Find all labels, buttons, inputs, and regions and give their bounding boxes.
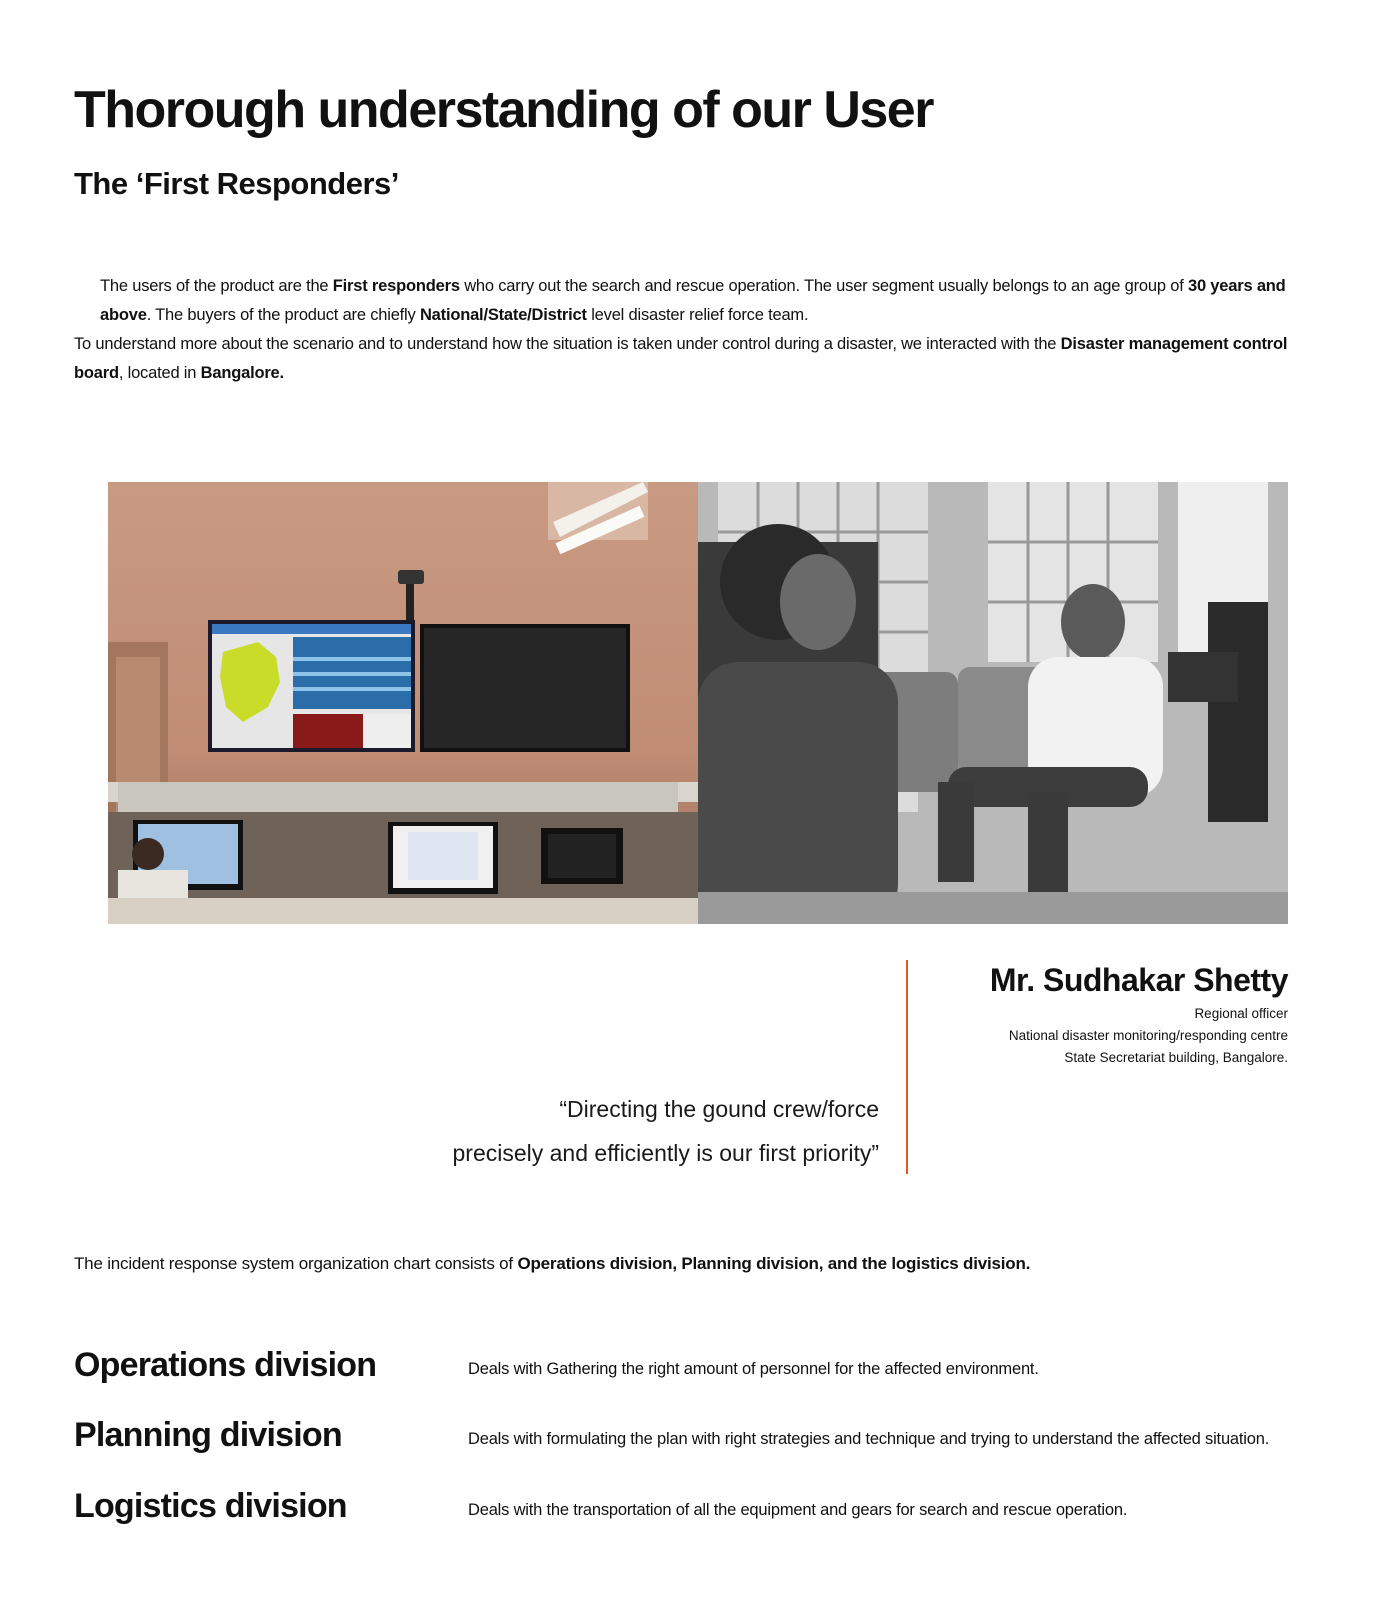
intro-emphasis: National/State/District: [419, 306, 587, 324]
page-subtitle: The ‘First Responders’: [74, 166, 399, 201]
intro-text: [74, 272, 1324, 388]
page-title: Thorough understanding of our User: [74, 81, 933, 139]
intro-paragraph-1: [74, 272, 1324, 330]
division-name: Planning division: [74, 1416, 342, 1454]
division-row: [74, 1346, 1334, 1396]
intro-text-run: level disaster relief force team.: [586, 306, 809, 324]
quote-line-1: “Directing the gound crew/force: [559, 1096, 879, 1122]
person-name: Mr. Sudhakar Shetty: [989, 962, 1288, 998]
intro-paragraph-2: [74, 330, 1324, 388]
interview-quote: [453, 1087, 880, 1175]
person-location: State Secretariat building, Bangalore.: [1064, 1050, 1288, 1065]
intro-emphasis: 30 years and above: [100, 277, 1286, 324]
person-organization: National disaster monitoring/responding centre: [1008, 1028, 1288, 1043]
intro-text-run: . The buyers of the product are chiefly: [146, 306, 420, 324]
person-role: Regional officer: [1194, 1006, 1288, 1021]
intro-emphasis: First responders: [332, 277, 460, 295]
intro-text-run: who carry out the search and rescue operation. The user segment usually belongs to an age group of: [459, 277, 1188, 295]
division-description: Deals with formulating the plan with right strategies and technique and trying to understand the affected situation.: [468, 1430, 1270, 1448]
org-chart-summary: [74, 1254, 1334, 1274]
division-name: Operations division: [74, 1346, 377, 1384]
division-row: [74, 1416, 1334, 1466]
quote-line-2: precisely and efficiently is our first priority”: [452, 1140, 879, 1166]
quote-divider: [906, 960, 908, 1174]
org-chart-lead: The incident response system organization chart consists of: [74, 1254, 518, 1273]
person-details: [1009, 1003, 1288, 1069]
org-chart-divisions: Operations division, Planning division, and the logistics division.: [517, 1254, 1031, 1273]
division-name: Logistics division: [74, 1487, 347, 1525]
intro-text-run: , located in: [118, 364, 201, 382]
interview-photo: [698, 482, 1288, 924]
control-room-photo: [108, 482, 698, 924]
intro-emphasis: Disaster management control board: [74, 335, 1288, 382]
intro-emphasis: Bangalore.: [200, 364, 284, 382]
division-description: Deals with the transportation of all the equipment and gears for search and rescue operation.: [468, 1501, 1128, 1519]
intro-text-run: To understand more about the scenario and to understand how the situation is taken under control during a disaster, we interacted with the: [74, 335, 1061, 353]
division-row: [74, 1487, 1334, 1537]
intro-text-run: The users of the product are the: [100, 277, 333, 295]
division-description: Deals with Gathering the right amount of personnel for the affected environment.: [468, 1360, 1039, 1378]
